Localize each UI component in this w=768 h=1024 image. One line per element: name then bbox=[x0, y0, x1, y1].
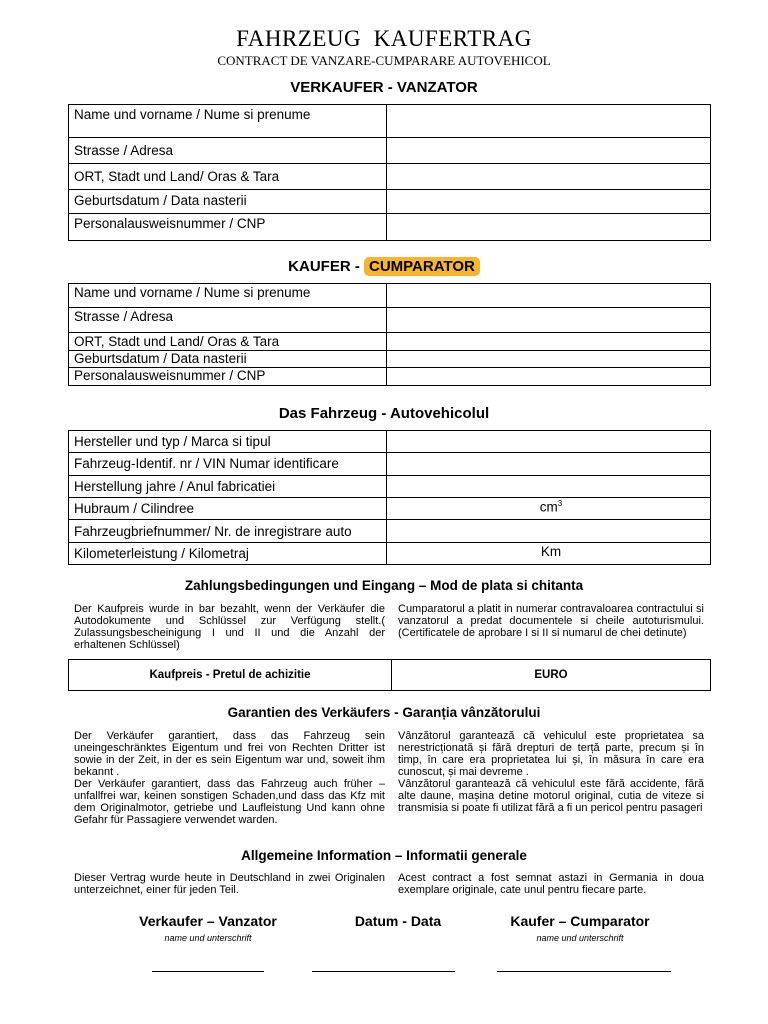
buyer-name-field[interactable] bbox=[387, 284, 711, 308]
warranty-ro-paragraph-1: Vânzătorul garantează că vehiculul este proprietatea sa nerestricționată și fără drepturi de terță parte, precum și în timp, în care era proprietatea lui și, în măsura în care era cunoscut, și mai devreme . bbox=[398, 730, 704, 778]
table-row bbox=[69, 476, 711, 498]
unit-cm-superscript: 3 bbox=[557, 499, 563, 508]
table-row bbox=[69, 284, 711, 308]
field-label: Name und vorname / Nume si prenume bbox=[69, 105, 387, 138]
field-label: Fahrzeugbriefnummer/ Nr. de inregistrare auto bbox=[69, 520, 387, 543]
field-label: ORT, Stadt und Land/ Oras & Tara bbox=[69, 164, 387, 190]
buyer-heading-highlight: CUMPARATOR bbox=[364, 257, 480, 276]
seller-name-field[interactable] bbox=[387, 105, 711, 138]
table-row bbox=[69, 520, 711, 543]
seller-address-field[interactable] bbox=[387, 138, 711, 164]
general-text-de: Dieser Vertrag wurde heute in Deutschland in zwei Originalen unterzeichnet, einer für jeden Teil. bbox=[74, 872, 385, 896]
field-label: Hersteller und typ / Marca si tipul bbox=[69, 431, 387, 453]
general-heading: Allgemeine Information – Informatii generale bbox=[241, 848, 527, 863]
document-title: FAHRZEUG KAUFERTRAG bbox=[236, 26, 532, 51]
payment-text-ro: Cumparatorul a platit in numerar contravaloarea contractului si vanzatorul a predat documentele si cheile autoturismului. (Certificatele de aprobare I si II si numarul de chei detinute) bbox=[398, 603, 704, 639]
field-label: Strasse / Adresa bbox=[69, 138, 387, 164]
buyer-signature-title: Kaufer – Cumparator bbox=[510, 913, 650, 929]
vehicle-mileage-field[interactable] bbox=[387, 543, 711, 565]
table-row bbox=[69, 190, 711, 214]
buyer-heading-prefix: KAUFER - bbox=[288, 258, 364, 275]
seller-birthdate-field[interactable] bbox=[387, 190, 711, 214]
table-row bbox=[69, 105, 711, 138]
field-label: Personalausweisnummer / CNP bbox=[69, 214, 387, 241]
field-label: ORT, Stadt und Land/ Oras & Tara bbox=[69, 333, 387, 351]
price-label: Kaufpreis - Pretul de achizitie bbox=[69, 660, 392, 691]
warranty-de-paragraph-2: Der Verkäufer garantiert, dass das Fahrzeug auch früher – unfallfrei war, keinen sonstigen Schaden,und dass das Kfz mit dem Originalmotor, getriebe und Laufleistung Und kann ohne Gefahr für Passagiere verwendet warden. bbox=[74, 778, 385, 826]
table-row bbox=[69, 368, 711, 386]
payment-text-de: Der Kaufpreis wurde in bar bezahlt, wenn der Verkäufer die Autodokumente und Schlüssel zur Verfügung stellt.( Zulassungsbescheinigung I und II und die Anzahl der erhaltenen Schlüssel) bbox=[74, 603, 385, 651]
buyer-birthdate-field[interactable] bbox=[387, 351, 711, 368]
seller-heading: VERKAUFER - VANZATOR bbox=[290, 79, 478, 96]
table-row bbox=[69, 138, 711, 164]
field-label: Fahrzeug-Identif. nr / VIN Numar identificare bbox=[69, 453, 387, 476]
table-row bbox=[69, 308, 711, 333]
field-label: Geburtsdatum / Data nasterii bbox=[69, 190, 387, 214]
seller-signature-line[interactable] bbox=[152, 971, 264, 972]
buyer-signature-subtitle: name und unterschrift bbox=[536, 933, 624, 943]
buyer-heading bbox=[0, 258, 768, 275]
seller-signature-title: Verkaufer – Vanzator bbox=[139, 913, 277, 929]
table-row bbox=[69, 351, 711, 368]
buyer-table bbox=[68, 283, 711, 386]
general-text-ro: Acest contract a fost semnat astazi in Germania in doua exemplare originale, cate unul pentru fiecare parte. bbox=[398, 872, 704, 896]
vehicle-heading: Das Fahrzeug - Autovehicolul bbox=[278, 405, 490, 422]
warranty-text-ro bbox=[398, 730, 704, 814]
unit-km: Km bbox=[540, 544, 562, 559]
table-row bbox=[69, 453, 711, 476]
payment-heading: Zahlungsbedingungen und Eingang – Mod de plata si chitanta bbox=[184, 578, 584, 593]
vehicle-displacement-field[interactable] bbox=[387, 498, 711, 520]
seller-id-field[interactable] bbox=[387, 214, 711, 241]
field-label: Name und vorname / Nume si prenume bbox=[69, 284, 387, 308]
vehicle-vin-field[interactable] bbox=[387, 453, 711, 476]
warranty-text-de bbox=[74, 730, 385, 826]
table-row bbox=[69, 333, 711, 351]
field-label: Hubraum / Cilindree bbox=[69, 498, 387, 520]
date-title: Datum - Data bbox=[354, 913, 442, 929]
date-line[interactable] bbox=[312, 971, 455, 972]
table-row bbox=[69, 498, 711, 520]
field-label: Geburtsdatum / Data nasterii bbox=[69, 351, 387, 368]
field-label: Kilometerleistung / Kilometraj bbox=[69, 543, 387, 565]
price-field[interactable]: EURO bbox=[392, 660, 711, 691]
field-label: Personalausweisnummer / CNP bbox=[69, 368, 387, 386]
price-table bbox=[68, 659, 711, 691]
field-label: Strasse / Adresa bbox=[69, 308, 387, 333]
document-subtitle: CONTRACT DE VANZARE-CUMPARARE AUTOVEHICOL bbox=[217, 53, 551, 68]
table-row bbox=[69, 660, 711, 691]
warranty-de-paragraph-1: Der Verkäufer garantiert, dass das Fahrzeug sein uneingeschränktes Eigentum und frei von Rechten Dritter ist sowie in der Zeit, in der es sein Eigentum war und, soweit ihm bekannt . bbox=[74, 730, 385, 778]
warranty-ro-paragraph-2: Vânzătorul garantează că vehiculul este fără accidente, fără alte daune, mașina detine motorul original, cutia de viteze si transmisia si poate fi utilizat fără a fi un pericol pentru pasageri bbox=[398, 778, 704, 814]
vehicle-make-field[interactable] bbox=[387, 431, 711, 453]
buyer-id-field[interactable] bbox=[387, 368, 711, 386]
buyer-signature-line[interactable] bbox=[497, 971, 671, 972]
seller-table bbox=[68, 104, 711, 241]
unit-cm: cm bbox=[539, 499, 558, 515]
vehicle-year-field[interactable] bbox=[387, 476, 711, 498]
seller-signature-subtitle: name und unterschrift bbox=[164, 933, 252, 943]
seller-city-field[interactable] bbox=[387, 164, 711, 190]
buyer-city-field[interactable] bbox=[387, 333, 711, 351]
table-row bbox=[69, 164, 711, 190]
field-label: Herstellung jahre / Anul fabricatiei bbox=[69, 476, 387, 498]
table-row bbox=[69, 543, 711, 565]
vehicle-table bbox=[68, 430, 711, 565]
buyer-address-field[interactable] bbox=[387, 308, 711, 333]
table-row bbox=[69, 431, 711, 453]
vehicle-registration-field[interactable] bbox=[387, 520, 711, 543]
warranty-heading: Garantien des Verkäufers - Garanția vânzătorului bbox=[227, 705, 541, 720]
table-row bbox=[69, 214, 711, 241]
